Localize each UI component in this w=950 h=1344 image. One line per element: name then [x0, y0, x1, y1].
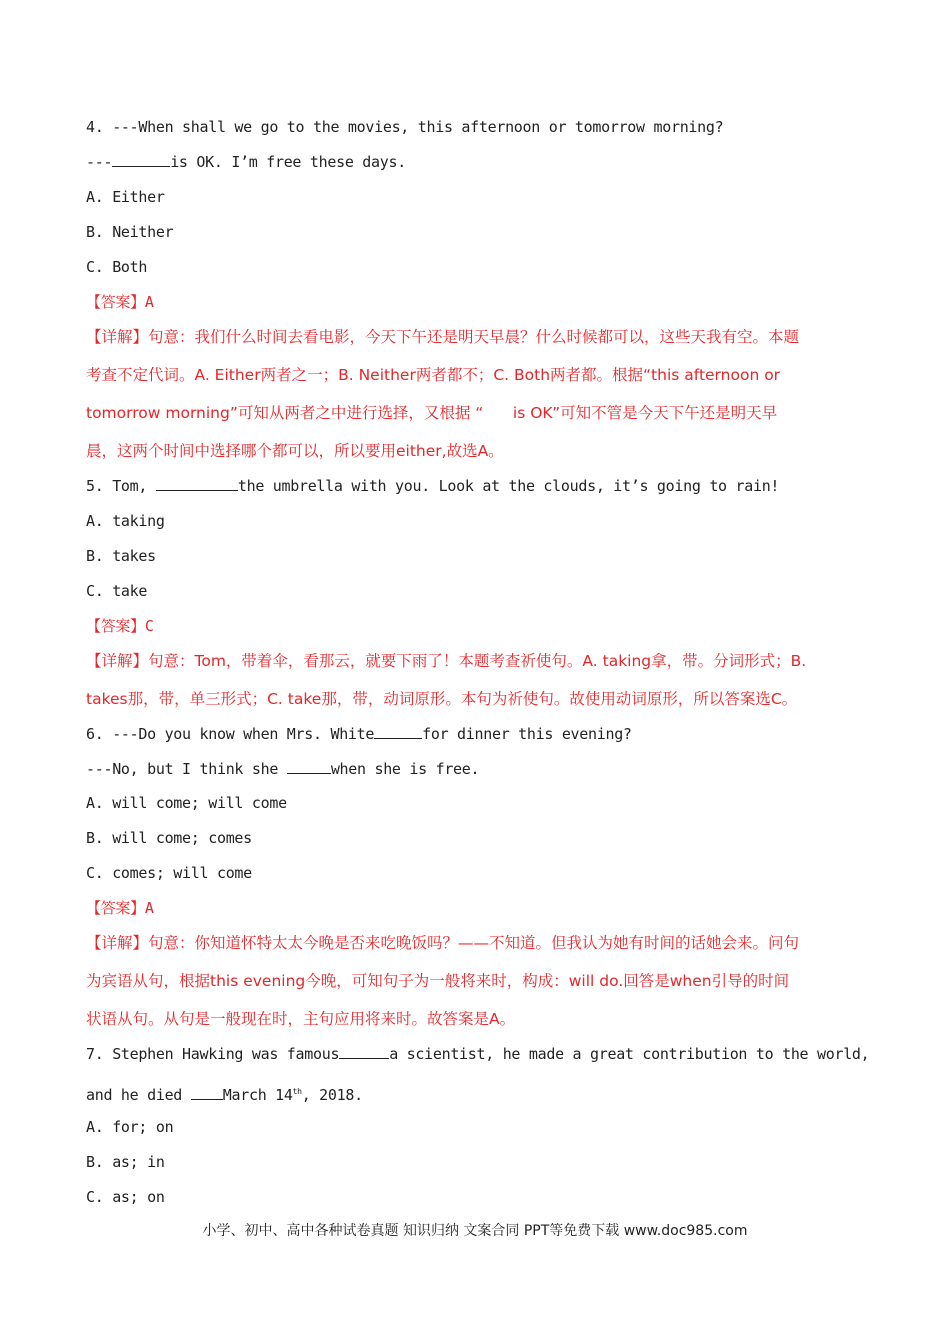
- q4-blank: [112, 152, 170, 167]
- q7-blank-1: [339, 1044, 389, 1059]
- q7-stem-continued: [86, 1082, 866, 1105]
- q6-option-a: A. will come; will come: [86, 794, 287, 812]
- q5-detail-tag: 【详解】: [86, 652, 149, 670]
- q6-option-b: B. will come; comes: [86, 829, 252, 847]
- q4-answer-value: A: [144, 293, 154, 311]
- q6-detail-tag: 【详解】: [86, 934, 149, 952]
- q4-option-b: B. Neither: [86, 223, 174, 241]
- q5-answer: [86, 616, 866, 636]
- q7-line2-prefix: and he died: [86, 1086, 191, 1104]
- q6-reply: [86, 759, 866, 779]
- q6-reply-suffix: when she is free.: [330, 760, 480, 778]
- q7-line2-mid: March 14: [222, 1086, 293, 1104]
- q5-explanation: [86, 642, 866, 718]
- q6-stem: [86, 724, 866, 744]
- q7-stem-suffix: a scientist, he made a great contribution to the world,: [389, 1045, 870, 1063]
- q5-explanation-line-1: 【详解】句意：Tom，带着伞，看那云，就要下雨了！本题考查祈使句。A. taking拿，带。分词形式；B.: [86, 652, 807, 670]
- q5-option-a: A. taking: [86, 512, 165, 530]
- q4-stem: 4. ---When shall we go to the movies, this afternoon or tomorrow morning?: [86, 118, 724, 136]
- q6-answer-value: A: [144, 899, 154, 917]
- q4-explanation-line-3: tomorrow morning”可知从两者之中进行选择，又根据 “ is OK”可知不管是今天下午还是明天早: [86, 404, 778, 422]
- q4-explanation-line-4: 晨，这两个时间中选择哪个都可以，所以要用either,故选A。: [86, 442, 504, 460]
- q7-option-a: A. for; on: [86, 1118, 174, 1136]
- q6-answer-tag: 【答案】: [86, 899, 145, 917]
- q4-detail-tag: 【详解】: [86, 328, 149, 346]
- q7-blank-2: [191, 1085, 223, 1100]
- q5-answer-value: C: [144, 617, 154, 635]
- q7-stem-prefix: 7. Stephen Hawking was famous: [86, 1045, 340, 1063]
- q6-reply-prefix: ---No, but I think she: [86, 760, 287, 778]
- q4-reply-suffix: is OK. I’m free these days.: [170, 153, 406, 171]
- q7-superscript: th: [292, 1087, 302, 1096]
- q4-explanation-line-2: 考查不定代词。A. Either两者之一；B. Neither两者都不；C. Both两者都。根据“this afternoon or: [86, 366, 781, 384]
- q7-stem: [86, 1044, 870, 1064]
- q5-option-c: C. take: [86, 582, 148, 600]
- q5-blank: [156, 476, 238, 491]
- q4-answer: [86, 292, 866, 312]
- q6-stem-prefix: 6. ---Do you know when Mrs. White: [86, 725, 375, 743]
- q4-explanation-line-1: 【详解】句意：我们什么时间去看电影，今天下午还是明天早晨？什么时候都可以，这些天我有空。本题: [86, 328, 800, 346]
- q5-stem: [86, 476, 866, 496]
- q4-option-c: C. Both: [86, 258, 148, 276]
- q6-stem-suffix: for dinner this evening?: [422, 725, 632, 743]
- q6-blank-2: [287, 759, 331, 774]
- q5-option-b: B. takes: [86, 547, 156, 565]
- q6-answer: [86, 898, 866, 918]
- q7-option-c: C. as; on: [86, 1188, 165, 1206]
- q6-explanation: [86, 924, 866, 1038]
- q4-answer-tag: 【答案】: [86, 293, 145, 311]
- q4-reply: [86, 152, 866, 172]
- q5-explanation-line-2: takes那，带，单三形式；C. take那，带，动词原形。本句为祈使句。故使用动词原形，所以答案选C。: [86, 690, 798, 708]
- q4-reply-prefix: ---: [86, 153, 113, 171]
- q6-blank-1: [374, 724, 422, 739]
- q5-answer-tag: 【答案】: [86, 617, 145, 635]
- page-footer: 小学、初中、高中各种试卷真题 知识归纳 文案合同 PPT等免费下载 www.doc985.com: [202, 1223, 748, 1239]
- q5-stem-suffix: the umbrella with you. Look at the clouds, it’s going to rain!: [237, 477, 780, 495]
- q4-option-a: A. Either: [86, 188, 165, 206]
- q6-explanation-line-3: 状语从句。从句是一般现在时，主句应用将来时。故答案是A。: [86, 1010, 516, 1028]
- q7-line2-suffix: , 2018.: [301, 1086, 363, 1104]
- q6-explanation-line-1: 【详解】句意：你知道怀特太太今晚是否来吃晚饭吗？——不知道。但我认为她有时间的话她会来。问句: [86, 934, 800, 952]
- q5-stem-prefix: 5. Tom,: [86, 477, 156, 495]
- q7-option-b: B. as; in: [86, 1153, 165, 1171]
- q6-explanation-line-2: 为宾语从句，根据this evening今晚，可知句子为一般将来时，构成：will do.回答是when引导的时间: [86, 972, 790, 990]
- q4-explanation: [86, 318, 866, 470]
- q6-option-c: C. comes; will come: [86, 864, 252, 882]
